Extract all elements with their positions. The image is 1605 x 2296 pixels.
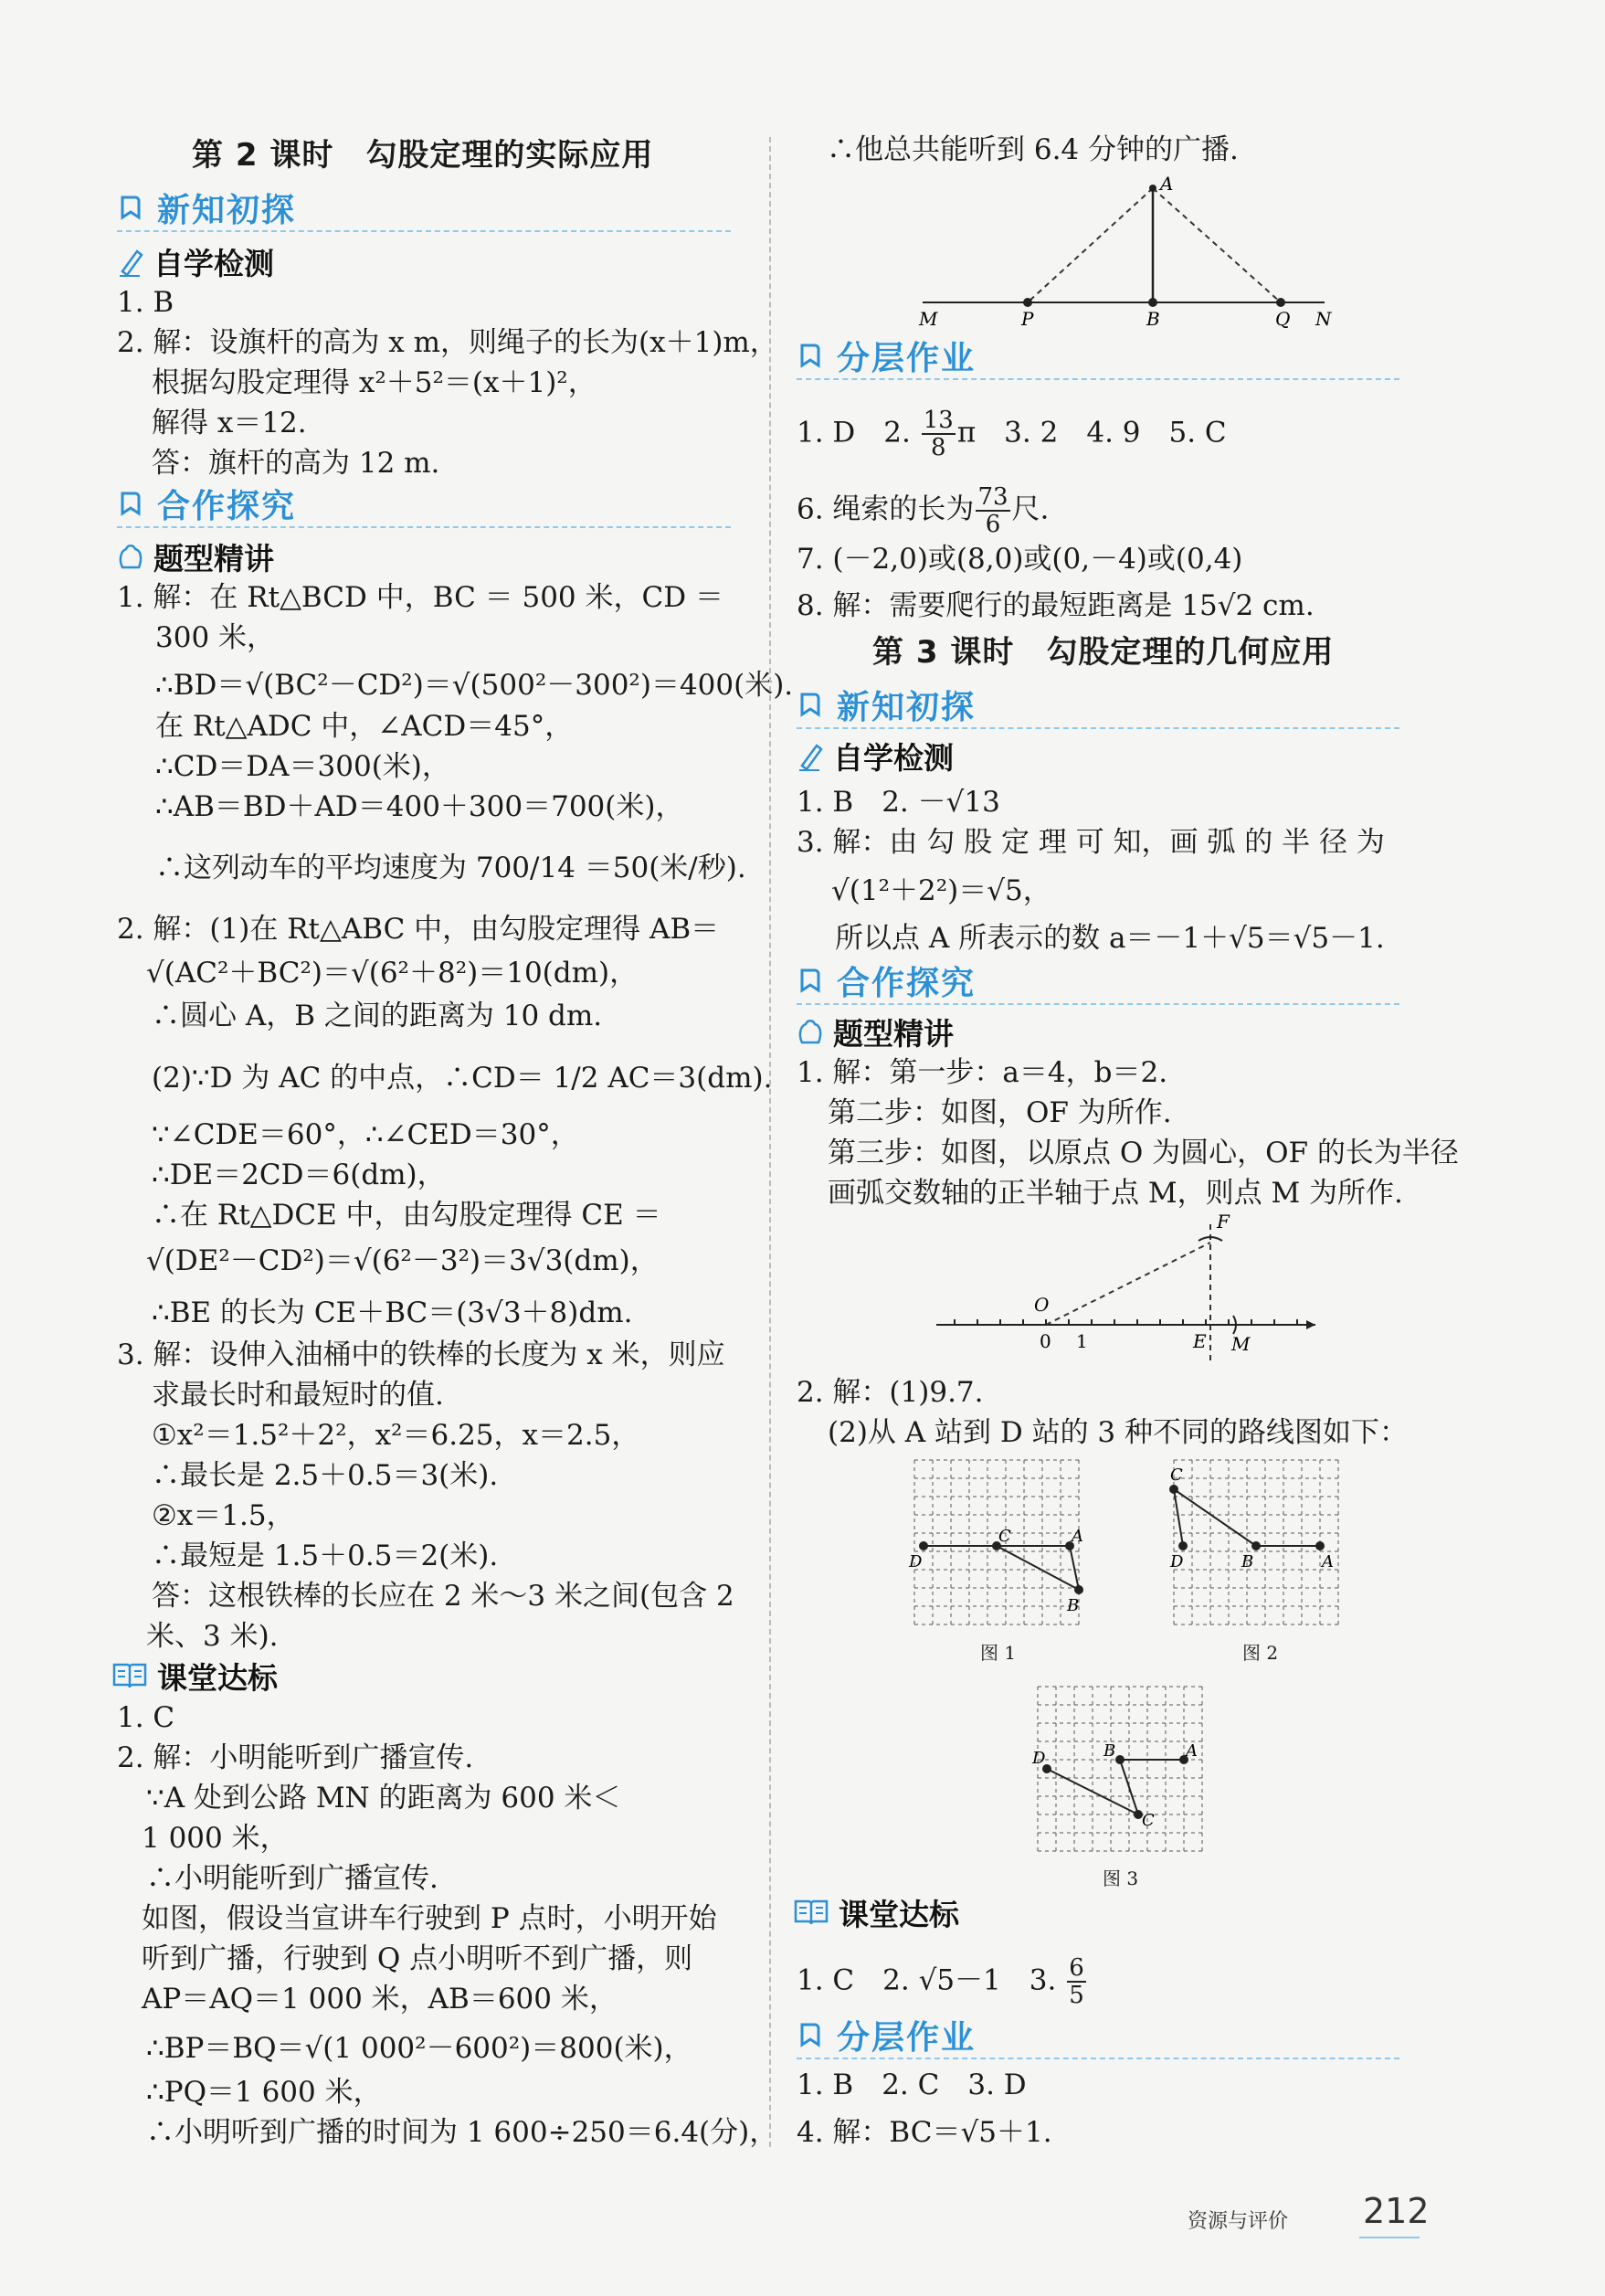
figure-caption: 图 1 (980, 1642, 1017, 1664)
figure-caption: 图 3 (1103, 1867, 1139, 1889)
label-zero: 0 (1040, 1330, 1051, 1352)
fraction: $\frac{73}{6}$ (977, 483, 1008, 538)
label-A: A (1160, 173, 1174, 195)
subsection-title: 自学检测 (833, 739, 954, 776)
answer-line: 7. (－2,0)或(8,0)或(0,－4)或(0,4) (797, 543, 1243, 576)
fraction: $\frac{13}{8}$ (923, 407, 954, 461)
fraction: $\frac{6}{5}$ (1069, 1954, 1084, 2009)
subsection-header-self (797, 736, 954, 775)
open-book-icon (793, 1898, 829, 1927)
bookmark-icon (797, 342, 824, 369)
lesson-title: 第 2 课时 勾股定理的实际应用 (192, 137, 654, 174)
answer-line: ∴CD＝DA＝300(米)， (155, 750, 450, 783)
svg-text:B: B (1103, 1741, 1116, 1761)
answer-line: ∴在 Rt△DCE 中，由勾股定理得 CE ＝ (152, 1199, 661, 1232)
answer-line: 答：旗杆的高为 12 m. (152, 447, 440, 480)
page-number: 212 (1363, 2191, 1430, 2231)
answer-line: ∴BE 的长为 CE＋BC＝(3√3＋8)dm. (152, 1296, 633, 1329)
column-divider (769, 137, 771, 2147)
answer-line: 6. 绳索的长为 $\frac{73}{6}$ 尺. (797, 483, 1050, 538)
label-F: F (1217, 1211, 1230, 1233)
subsection-header-type (117, 537, 274, 576)
answer-line: ∵∠CDE＝60°，∴∠CED＝30°， (152, 1118, 579, 1151)
pencil-icon (117, 246, 144, 277)
svg-text:A: A (1072, 1527, 1083, 1546)
section-header-layer (797, 334, 1399, 376)
answer-line: 3. 解：由 勾 股 定 理 可 知，画 弧 的 半 径 为 (797, 826, 1385, 859)
section-header-coop (117, 482, 731, 524)
page-number-underline (1359, 2237, 1420, 2238)
answer-line: ∴圆心 A，B 之间的距离为 10 dm. (152, 1000, 603, 1032)
answer-line: 4. 解：BC＝√5＋1. (797, 2116, 1052, 2149)
svg-text:A: A (1322, 1552, 1334, 1571)
answer-line: 300 米， (155, 621, 276, 654)
section-header-new (797, 683, 1399, 725)
label-one: 1 (1076, 1330, 1088, 1352)
section-title: 新知初探 (837, 688, 977, 726)
svg-text:C: C (998, 1527, 1011, 1546)
answer-line: 如图，假设当宣讲车行驶到 P 点时，小明开始 (142, 1902, 717, 1935)
answer-line: 根据勾股定理得 x²＋5²＝(x＋1)²， (152, 366, 597, 399)
answer-line: √(AC²＋BC²)＝√(6²＋8²)＝10(dm)， (146, 957, 639, 989)
answer-line: 听到广播，行驶到 Q 点小明听不到广播，则 (142, 1942, 693, 1975)
answer-line: 画弧交数轴的正半轴于点 M，则点 M 为所作. (828, 1177, 1403, 1210)
answer-line: 第三步：如图，以原点 O 为圆心，OF 的长为半径 (828, 1137, 1459, 1169)
svg-text:B: B (1241, 1552, 1254, 1571)
answer-line: 8. 解：需要爬行的最短距离是 15√2 cm. (797, 589, 1315, 622)
subsection-header-self (117, 242, 274, 280)
label-Q: Q (1275, 308, 1291, 330)
answer-line: 2. 解：设旗杆的高为 x m，则绳子的长为(x＋1)m， (117, 326, 778, 359)
subsection-title: 题型精讲 (833, 1015, 954, 1052)
label-O: O (1034, 1294, 1050, 1316)
answer-line: 米、3 米). (146, 1620, 279, 1653)
answer-line: 第二步：如图，OF 为所作. (828, 1096, 1172, 1129)
answer-line: 2. 解：小明能听到广播宣传. (117, 1741, 474, 1774)
answer-line: 答：这根铁棒的长应在 2 米～3 米之间(包含 2 (152, 1580, 734, 1613)
answer-line: 1. 解：在 Rt△BCD 中，BC ＝ 500 米，CD ＝ (117, 581, 723, 614)
answer-line: ∵A 处到公路 MN 的距离为 600 米＜ (146, 1782, 621, 1815)
section-header-coop (797, 959, 1399, 1001)
subsection-title: 题型精讲 (153, 540, 274, 577)
section-title: 课堂达标 (157, 1659, 278, 1696)
answer-line: ∴小明听到广播的时间为 1 600÷250＝6.4(分)， (146, 2116, 778, 2149)
svg-text:D: D (1170, 1552, 1184, 1571)
section-header-class (111, 1656, 278, 1695)
answer-line: ∴AB＝BD＋AD＝400＋300＝700(米)， (155, 790, 684, 823)
answer-line: (2)从 A 站到 D 站的 3 种不同的路线图如下： (828, 1416, 1408, 1449)
route-grid-figure-3 (1030, 1679, 1209, 1858)
number-line-figure (932, 1206, 1325, 1370)
answer-line: ∴BD＝√(BC²－CD²)＝√(500²－300²)＝400(米). (155, 669, 794, 702)
route-grid-figure-2 (1167, 1453, 1346, 1632)
label-M: M (919, 308, 938, 330)
answer-line: 1. C (117, 1701, 175, 1734)
answer-line: 在 Rt△ADC 中，∠ACD＝45°， (155, 710, 574, 743)
answer-line: ①x²＝1.5²＋2²，x²＝6.25，x＝2.5， (152, 1419, 640, 1452)
section-header-class (793, 1893, 959, 1931)
answer-line: 解得 x＝12. (152, 407, 307, 439)
subsection-header-type (797, 1012, 954, 1051)
answer-line: √(1²＋2²)＝√5， (831, 874, 1051, 907)
footer-source: 资源与评价 (1188, 2210, 1289, 2233)
svg-text:D: D (909, 1552, 923, 1571)
bookmark-icon (117, 194, 144, 221)
answer-line: 1 000 米， (142, 1822, 289, 1855)
svg-text:B: B (1067, 1596, 1080, 1615)
answer-line: 3. 解：设伸入油桶中的铁棒的长度为 x 米，则应 (117, 1338, 725, 1371)
section-title: 合作探究 (157, 487, 297, 525)
bookmark-icon (797, 967, 824, 994)
label-E: E (1193, 1330, 1207, 1352)
answer-line: 所以点 A 所表示的数 a＝－1＋√5＝√5－1. (835, 922, 1385, 955)
route-grid-figure-1 (907, 1453, 1086, 1632)
answer-line: ②x＝1.5， (152, 1499, 295, 1532)
label-N: N (1315, 308, 1332, 330)
answer-line: ∴他总共能听到 6.4 分钟的广播. (827, 133, 1239, 166)
answer-line: ∴BP＝BQ＝√(1 000²－600²)＝800(米)， (146, 2032, 692, 2065)
answer-line: ∴DE＝2CD＝6(dm)， (152, 1159, 446, 1191)
section-header-layer (797, 2014, 1399, 2056)
answer-line: 1. B 2. －√13 (797, 786, 1000, 819)
label-M: M (1231, 1333, 1251, 1355)
label-P: P (1021, 308, 1034, 330)
section-title: 分层作业 (837, 339, 977, 377)
bookmark-icon (797, 2021, 824, 2048)
answer-line: 1. B (117, 286, 174, 319)
answer-line: ∴小明能听到广播宣传. (146, 1862, 438, 1895)
answer-line: 1. C 2. √5－1 3. $\frac{6}{5}$ (797, 1954, 1084, 2009)
pencil-icon (797, 740, 824, 771)
answer-line: AP＝AQ＝1 000 米，AB＝600 米， (142, 1983, 618, 2016)
section-header-new (117, 186, 731, 228)
bookmark-icon (797, 691, 824, 718)
svg-text:A: A (1186, 1741, 1198, 1761)
bookmark-icon (117, 490, 144, 517)
section-title: 合作探究 (837, 964, 977, 1002)
answer-line: (2)∵D 为 AC 的中点，∴CD＝ 1/2 AC＝3(dm). (152, 1062, 773, 1095)
hand-icon (797, 1017, 824, 1046)
subsection-title: 自学检测 (153, 245, 274, 281)
svg-text:C: C (1170, 1465, 1183, 1485)
answer-line: ∴最短是 1.5＋0.5＝2(米). (152, 1539, 499, 1572)
section-title: 新知初探 (157, 191, 297, 229)
answer-line: ∴这列动车的平均速度为 700/14 ＝50(米/秒). (155, 852, 746, 884)
answer-line: ∴最长是 2.5＋0.5＝3(米). (152, 1459, 499, 1492)
svg-text:C: C (1142, 1811, 1155, 1830)
road-triangle-figure (913, 172, 1343, 336)
answer-line: 1. B 2. C 3. D (797, 2069, 1027, 2101)
section-title: 课堂达标 (839, 1896, 959, 1932)
answer-line: 1. D 2. $\frac{13}{8}$ π 3. 2 4. 9 5. C (797, 407, 1227, 461)
open-book-icon (111, 1661, 148, 1690)
figure-caption: 图 2 (1242, 1642, 1279, 1664)
label-B: B (1146, 308, 1160, 330)
answer-line: 求最长时和最短时的值. (152, 1379, 444, 1412)
answer-line: √(DE²－CD²)＝√(6²－3²)＝3√3(dm)， (146, 1244, 659, 1277)
hand-icon (117, 542, 144, 571)
answer-line: 2. 解：(1)9.7. (797, 1376, 984, 1409)
answer-line: 1. 解：第一步：a＝4，b＝2. (797, 1056, 1168, 1089)
svg-text:D: D (1032, 1749, 1046, 1768)
section-title: 分层作业 (837, 2018, 977, 2057)
answer-line: ∴PQ＝1 600 米， (146, 2076, 382, 2109)
answer-line: 2. 解：(1)在 Rt△ABC 中，由勾股定理得 AB＝ (117, 913, 720, 946)
lesson-title: 第 3 课时 勾股定理的几何应用 (872, 634, 1335, 671)
